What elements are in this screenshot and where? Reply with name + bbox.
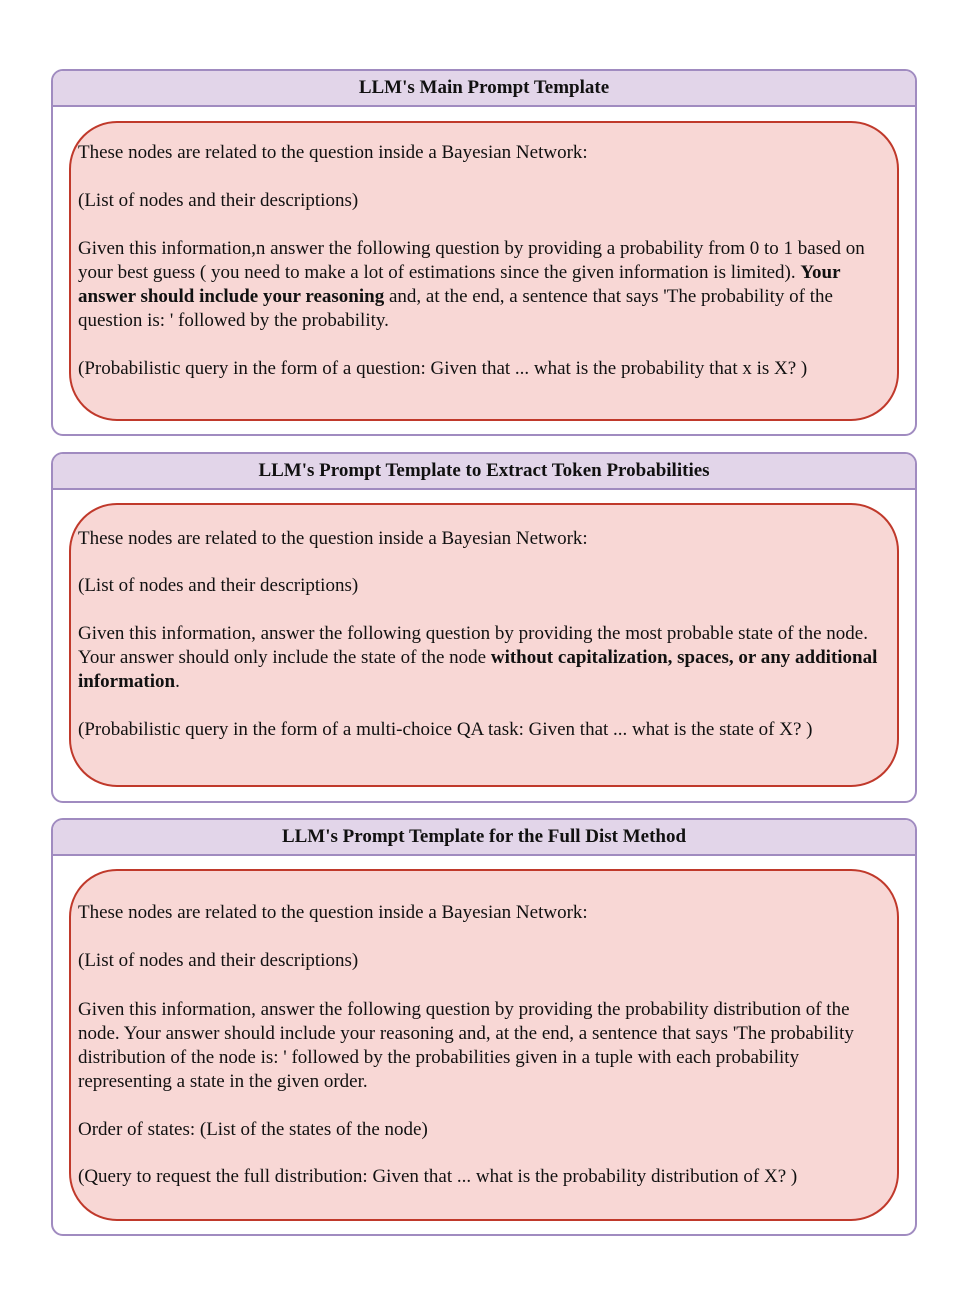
nodes-list-text: (List of nodes and their descriptions) xyxy=(78,190,359,211)
prompt-bubble xyxy=(69,869,899,1221)
instruction-emphasis: Your answer should include your reasoning xyxy=(78,262,841,307)
query-text: (Probabilistic query in the form of a question: Given that ... what is the probability that x is X? ) xyxy=(78,358,808,379)
intro-text: These nodes are related to the question inside a Bayesian Network: xyxy=(78,902,588,923)
intro-text: These nodes are related to the question inside a Bayesian Network: xyxy=(78,528,588,549)
token-probabilities-template-card xyxy=(51,452,917,803)
nodes-list-text: (List of nodes and their descriptions) xyxy=(78,950,359,971)
instruction-emphasis: without capitalization, spaces, or any additional information xyxy=(78,647,878,692)
instruction-text: Given this information, answer the following question by providing the most probable state of the node. Your answer should only include the state of the node without capitalization, spaces, or any additional information. xyxy=(78,623,878,692)
prompt-bubble xyxy=(69,121,899,421)
full-dist-template-card xyxy=(51,818,917,1236)
states-order-text: Order of states: (List of the states of the node) xyxy=(78,1119,428,1140)
card-title: LLM's Prompt Template for the Full Dist Method xyxy=(53,820,915,856)
main-prompt-template-card xyxy=(51,69,917,436)
query-text: (Query to request the full distribution: Given that ... what is the probability distribution of X? ) xyxy=(78,1166,798,1187)
card-title: LLM's Prompt Template to Extract Token Probabilities xyxy=(53,454,915,490)
prompt-bubble xyxy=(69,503,899,787)
instruction-text: Given this information, answer the following question by providing the probability distribution of the node. Your answer should include your reasoning and, at the end, a sentence that says 'The probability distribution of the node is: ' followed by the probabilities given in a tuple with each probability representing a state in the given order. xyxy=(78,999,854,1092)
instruction-text: Given this information,n answer the following question by providing a probability from 0 to 1 based on your best guess ( you need to make a lot of estimations since the given information is limited). Your answer should include your reasoning and, at the end, a sentence that says 'The probability of the question is: ' followed by the probability. xyxy=(78,238,865,331)
query-text: (Probabilistic query in the form of a multi-choice QA task: Given that ... what is the state of X? ) xyxy=(78,719,813,740)
card-title: LLM's Main Prompt Template xyxy=(53,71,915,107)
nodes-list-text: (List of nodes and their descriptions) xyxy=(78,575,359,596)
intro-text: These nodes are related to the question inside a Bayesian Network: xyxy=(78,142,588,163)
